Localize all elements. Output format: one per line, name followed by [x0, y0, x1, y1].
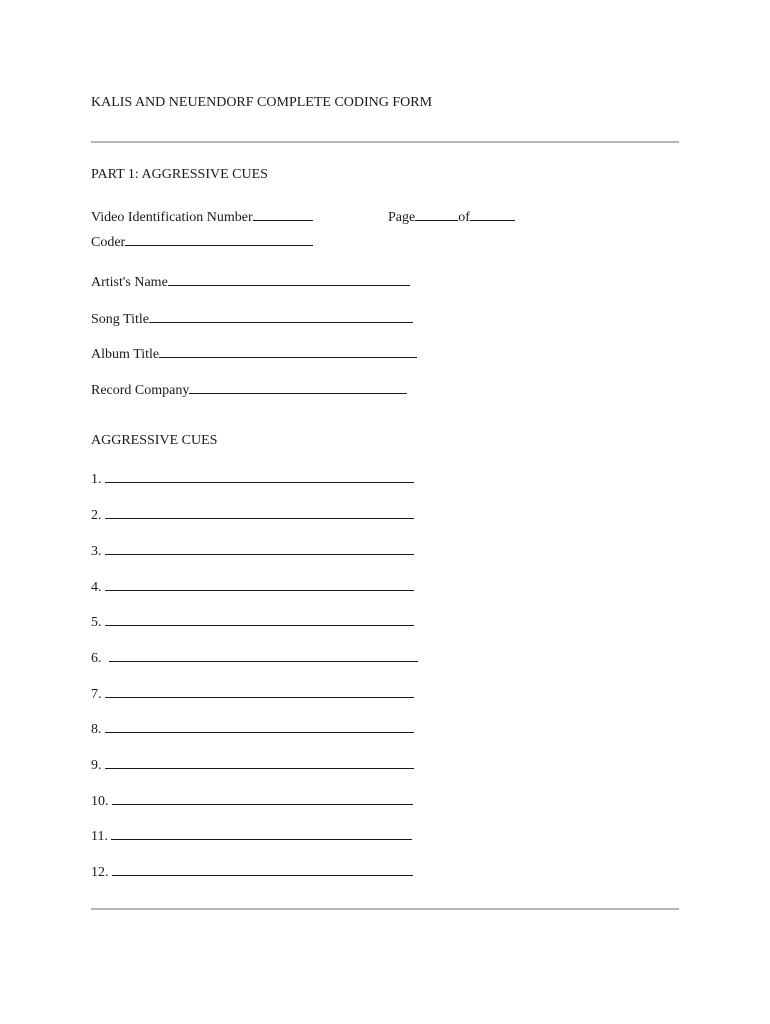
cue-line — [91, 720, 414, 737]
cue-number: 6. — [91, 651, 102, 666]
cue-field[interactable] — [105, 542, 414, 555]
song-row — [91, 310, 413, 327]
cue-field[interactable] — [105, 685, 414, 698]
record-row — [91, 381, 407, 398]
bottom-divider — [91, 908, 679, 910]
coder-label: Coder — [91, 235, 126, 250]
video-id-row — [91, 208, 313, 225]
cue-field[interactable] — [112, 792, 413, 805]
top-divider — [91, 141, 679, 143]
cue-line — [91, 506, 414, 523]
page-total-field[interactable] — [470, 208, 515, 221]
cue-number: 7. — [91, 687, 102, 702]
cue-line — [91, 685, 414, 702]
cue-line — [91, 792, 413, 809]
record-field[interactable] — [189, 381, 407, 394]
record-label: Record Company — [91, 383, 190, 398]
cue-field[interactable] — [105, 720, 414, 733]
cue-number: 8. — [91, 722, 102, 737]
artist-label: Artist's Name — [91, 275, 168, 290]
song-label: Song Title — [91, 312, 149, 327]
cue-field[interactable] — [105, 613, 414, 626]
cue-field[interactable] — [105, 506, 414, 519]
cue-field[interactable] — [105, 756, 414, 769]
cue-line — [91, 542, 414, 559]
page-count-row — [388, 208, 515, 225]
song-field[interactable] — [149, 310, 413, 323]
cue-number: 5. — [91, 615, 102, 630]
cue-number: 4. — [91, 580, 102, 595]
cue-number: 12. — [91, 865, 109, 880]
cue-field[interactable] — [105, 578, 414, 591]
part-heading: PART 1: AGGRESSIVE CUES — [91, 167, 268, 182]
cue-number: 10. — [91, 794, 109, 809]
cue-number: 3. — [91, 544, 102, 559]
cue-line — [91, 827, 412, 844]
page-number-field[interactable] — [415, 208, 458, 221]
video-id-label: Video Identification Number — [91, 210, 253, 225]
album-row — [91, 345, 417, 362]
cue-field[interactable] — [111, 827, 412, 840]
album-field[interactable] — [159, 345, 417, 358]
cue-field[interactable] — [112, 863, 413, 876]
cue-line — [91, 613, 414, 630]
cue-line — [91, 578, 414, 595]
cue-line — [91, 863, 413, 880]
cue-number: 9. — [91, 758, 102, 773]
video-id-field[interactable] — [253, 208, 313, 221]
cue-field[interactable] — [105, 470, 414, 483]
cue-line — [91, 649, 418, 666]
form-title: KALIS AND NEUENDORF COMPLETE CODING FORM — [91, 95, 433, 110]
cue-field[interactable] — [109, 649, 418, 662]
album-label: Album Title — [91, 347, 160, 362]
cue-line — [91, 756, 414, 773]
cue-number: 2. — [91, 508, 102, 523]
artist-field[interactable] — [168, 273, 410, 286]
cue-number: 11. — [91, 829, 108, 844]
cues-heading: AGGRESSIVE CUES — [91, 433, 218, 448]
page-label: Page — [388, 210, 416, 225]
coder-field[interactable] — [125, 233, 313, 246]
cue-line — [91, 470, 414, 487]
artist-row — [91, 273, 410, 290]
cue-number: 1. — [91, 472, 102, 487]
coder-row — [91, 233, 313, 250]
of-label: of — [458, 210, 470, 225]
